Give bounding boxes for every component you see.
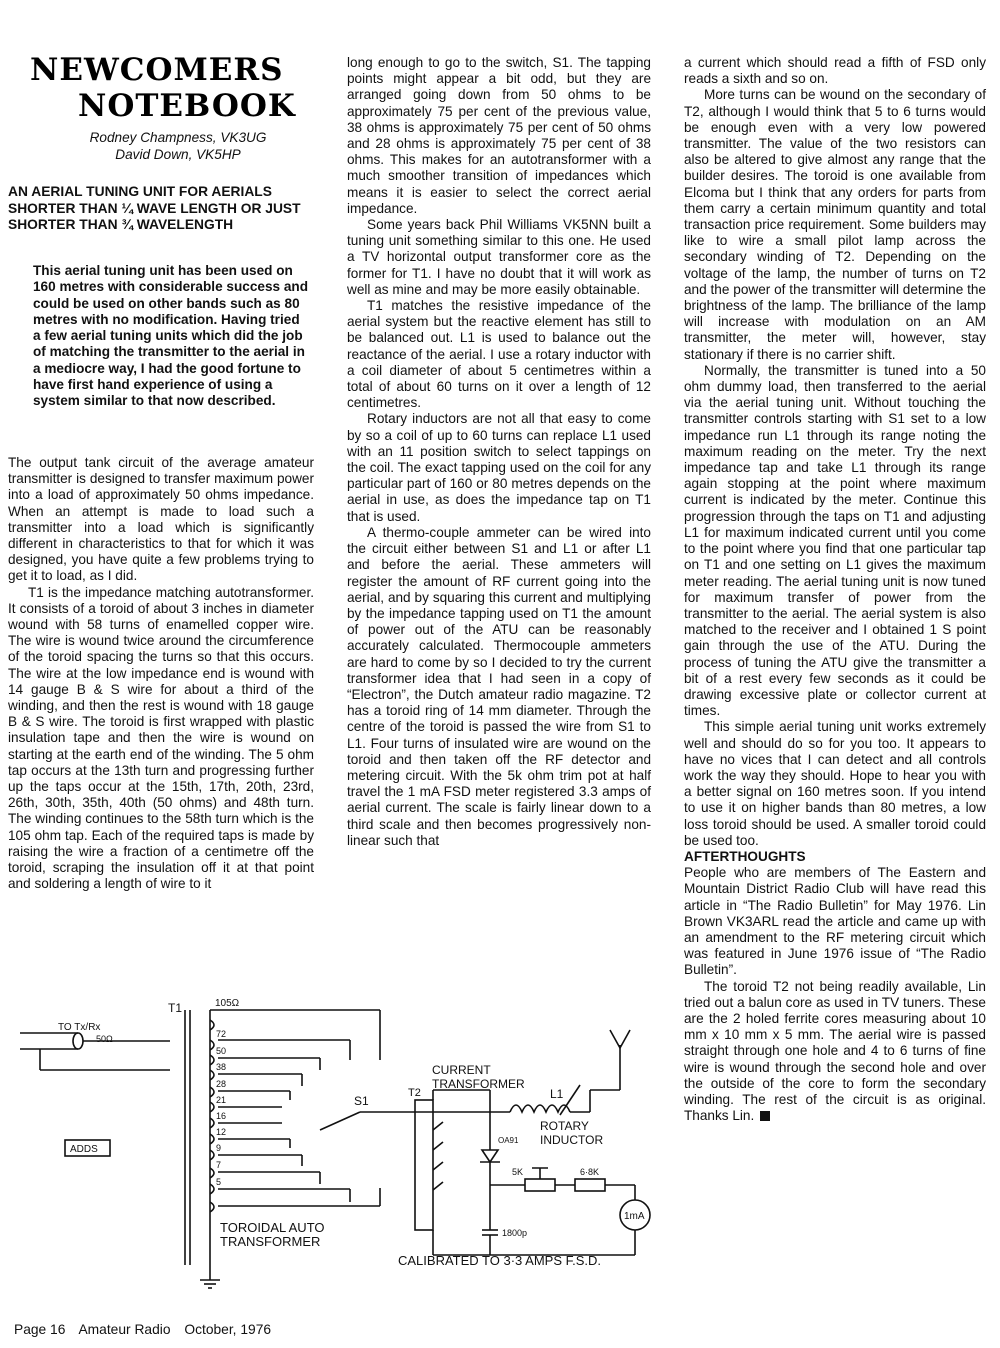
magazine-name: Amateur Radio — [78, 1322, 171, 1337]
label-diode: OA91 — [498, 1136, 519, 1145]
tap-label: 28 — [216, 1079, 227, 1089]
author-2: David Down, VK5HP — [115, 146, 241, 162]
paragraph — [684, 979, 986, 1125]
label-5k: 5K — [512, 1167, 524, 1177]
label-current: CURRENT — [432, 1063, 491, 1077]
article-headline: AN AERIAL TUNING UNIT FOR AERIALS SHORTER THAN ¼ WAVE LENGTH OR JUST SHORTER THAN ¾ WAVELENGTH — [8, 184, 301, 232]
text-column-2 — [347, 55, 651, 849]
circuit-schematic — [20, 990, 670, 1290]
paragraph: Normally, the transmitter is tuned into a 50 ohm dummy load, then transferred to the aerial via the aerial tuning unit. Without touching the transmitter controls starting with S1 set to a low impedance run L1 through its range noting the maximum reading on the meter. Try the next impedance tap and take L1 through its range again stopping at the point where maximum current is indicated by the meter. Continue this progression through the taps on T1 and adjusting L1 for maximum indicated current until you come to the point where you find that one particular tap on T1 and one setting on L1 gives the maximum meter reading. The aerial tuning unit is now tuned for maximum transfer of power from the transmitter to the aerial. The aerial system is also matched to the receiver and I obtained 1 S point gain through the use of the ATU. During the process of tuning the ATU give the transmitter a bit of a rest every few seconds as it could be drawing excessive plate or collector current at times. — [684, 362, 986, 719]
page-footer — [14, 1322, 281, 1337]
tap-label: 9 — [216, 1143, 222, 1153]
page-title-line-2: NOTEBOOK — [78, 88, 296, 124]
tap-label: 72 — [216, 1029, 227, 1039]
paragraph: T1 matches the resistive impedance of the aerial system but the reactive element has still to be balanced out. L1 is used to balance out the reactance of the aerial. I use a rotary inductor with a coil diameter of about 5 centimetres within a total of about 60 turns on it over a length of 12 centimetres. — [347, 298, 651, 411]
tap-label: 12 — [216, 1127, 227, 1137]
tap-label: 50 — [216, 1046, 227, 1056]
label-t2: T2 — [408, 1087, 421, 1099]
paragraph-text: The toroid T2 not being readily available, Lin tried out a balun core as used in TV tuners. These are the 2 holed ferrite cores measuring about 10 mm x 10 mm x 5 mm. The aerial wire is passed straight through one hole and 4 to 6 turns of fine wire is wound through the second hole and over the outside of the core to form the secondary winding. The rest of the circuit is as original. Thanks Lin. — [684, 978, 986, 1124]
page-number: Page 16 — [14, 1322, 66, 1337]
paragraph: The output tank circuit of the average amateur transmitter is designed to transfer maximum power into a load of approximately 50 ohms impedance. When an attempt is made to load such a transmitter into a load which is significantly different in characteristics to that for which it was designed, you have quite a few problems trying to get it to load, as I did. — [8, 455, 314, 584]
label-50-ohm: 50Ω — [96, 1034, 113, 1044]
paragraph: Rotary inductors are not all that easy to come by so a coil of up to 60 turns can replace L1 used with an 11 position switch to select tappings on the coil. The exact tapping used on the coil for any particular part of 160 or 80 metres depends on the aerial in use, as does the impedance tap on T1 that is used. — [347, 411, 651, 524]
paragraph: People who are members of The Eastern and Mountain District Radio Club will have read this article in “The Radio Bulletin” for May 1976. Lin Brown VK3ARL read the article and came up with an amendment to the RF metering circuit which was featured in June 1976 issue of “The Radio Bulletin”. — [684, 865, 986, 978]
paragraph: Some years back Phil Williams VK5NN built a tuning unit something similar to this one. He used a TV horizontal output transformer core as the former for T1. I have no doubt that it will work as well as mine and may be more easily obtainable. — [347, 217, 651, 297]
paragraph: T1 is the impedance matching autotransformer. It consists of a toroid of about 3 inches in diameter wound with 58 turns of enamelled copper wire. The wire is wound twice around the circumference of the toroid spacing the turns so that this occurs. The wire at the low impedance end is wound with 14 gauge B & S wire for about a third of the winding, and then the rest is wound with 18 gauge B & S wire. The toroid is first wrapped with plastic insulation tape and then the wire is wound on starting at the earth end of the winding. The 5 ohm tap occurs at the 13th turn and progressing further up the taps occur at the 15th, 17th, 20th, 23rd, 26th, 30th, 35th, 40th (50 ohms) and 48th turn. The winding continues to the 58th turn which is the 105 ohm tap. Each of the required taps is made by raising the wire a fraction of a centimetre off the toroid, scraping the insulation off it at that point and soldering a length of wire to it — [8, 584, 314, 892]
tap-label: 7 — [216, 1160, 222, 1170]
label-tx: TO Tx/Rx — [58, 1022, 101, 1033]
label-transformer: TRANSFORMER — [432, 1077, 525, 1091]
paragraph: a current which should read a fifth of FSD only reads a sixth and so on. — [684, 55, 986, 87]
tap-label: 21 — [216, 1095, 227, 1105]
tap-label: 38 — [216, 1062, 227, 1072]
author-1: Rodney Champness, VK3UG — [89, 130, 267, 145]
paragraph: A thermo-couple ammeter can be wired into the circuit either between S1 and L1 or after L1 and before the aerial. These ammeters will register the amount of RF current going into the aerial, and by squaring this current and multiplying by the impedance tapping used on T1 the amount of power out of the ATU can be reasonably accurately calculated. Thermocouple ammeters are hard to come by so I decided to try the current transformer idea that I had seen in a copy of “Electron”, the Dutch amateur radio magazine. T2 has a toroid ring of 14 mm diameter. Through the centre of the toroid is passed the wire from S1 to L1. Four turns of insulated wire are wound on the toroid and then taken off the RF detector and metering circuit. With the 5k ohm trim pot at half travel the 1 mA FSD meter registered 3.3 amps of aerial current. The scale is fairly linear down to a third scale and then becomes progressively non-linear such that — [347, 524, 651, 848]
label-auto-transformer: TRANSFORMER — [220, 1234, 321, 1249]
paragraph: More turns can be wound on the secondary of T2, although I would think that 5 to 6 turns would be enough even with a very low powered transmitter. The value of the two resistors can also be altered to give almost any range that the builder desires. The toroid is one available from Elcoma but I think that any orders for parts from them carry a certain minimum quantity and total transaction price requirement. Some builders may like to wire a small pilot lamp across the secondary winding of T2. Depending on the voltage of the lamp, the number of turns on T2 and the power of the transmitter will determine the brightness of the lamp. The brilliance of the lamp will increase with modulation on an AM transmitter, the meter will, however, stay stationary if there is no carrier shift. — [684, 87, 986, 362]
label-toroidal-auto: TOROIDAL AUTO — [220, 1220, 325, 1235]
label-t1: T1 — [168, 1001, 183, 1015]
label-s1: S1 — [354, 1094, 369, 1108]
page-title-line-1: NEWCOMERS — [30, 52, 284, 88]
paragraph: This simple aerial tuning unit works extremely well and should do so for you too. It appears to have no vices that I can detect and all controls work the way they should. Hope to hear you with a better signal on 160 metres soon. If you intend to use it on higher bands than 80 metres, a low loss toroid should be used. A smaller toroid could be used too. — [684, 719, 986, 848]
label-rotary: ROTARY — [540, 1119, 589, 1133]
label-105-ohm: 105Ω — [215, 998, 240, 1009]
label-meter: 1mA — [624, 1211, 645, 1222]
text-column-1 — [8, 455, 314, 892]
paragraph: long enough to go to the switch, S1. The tapping points might appear a bit odd, but they are arranged going down from 50 ohms to be approximately 75 per cent of the previous value, 38 ohms is approximately 75 per cent of 50 ohms and 28 ohms is approximately 75 per cent of 38 ohms. This makes for an autotransformer with a much smoother transition of impedances which means it is easier to select the correct aerial impedance. — [347, 55, 651, 216]
label-l1: L1 — [550, 1087, 564, 1101]
label-inductor: INDUCTOR — [540, 1133, 604, 1147]
tap-label: 16 — [216, 1111, 227, 1121]
authors-block — [58, 130, 298, 163]
label-capacitor: 1800p — [502, 1228, 528, 1238]
end-mark — [760, 1111, 770, 1121]
label-calibrated: CALIBRATED TO 3·3 AMPS F.S.D. — [398, 1253, 602, 1268]
afterthoughts-heading: AFTERTHOUGHTS — [684, 848, 806, 864]
issue-date: October, 1976 — [184, 1322, 272, 1337]
label-adds: ADDS — [70, 1144, 98, 1155]
tap-label: 5 — [216, 1177, 222, 1187]
text-column-3 — [684, 55, 986, 1124]
label-6-8k: 6·8K — [580, 1167, 600, 1177]
article-intro: This aerial tuning unit has been used on 160 metres with considerable success and could be used on other bands such as 80 metres with no modification. Having tried a few aerial tuning units which did the job of matching the transmitter to the aerial in a mediocre way, I had the good fortune to have first hand experience of using a system similar to that now described. — [33, 263, 309, 409]
